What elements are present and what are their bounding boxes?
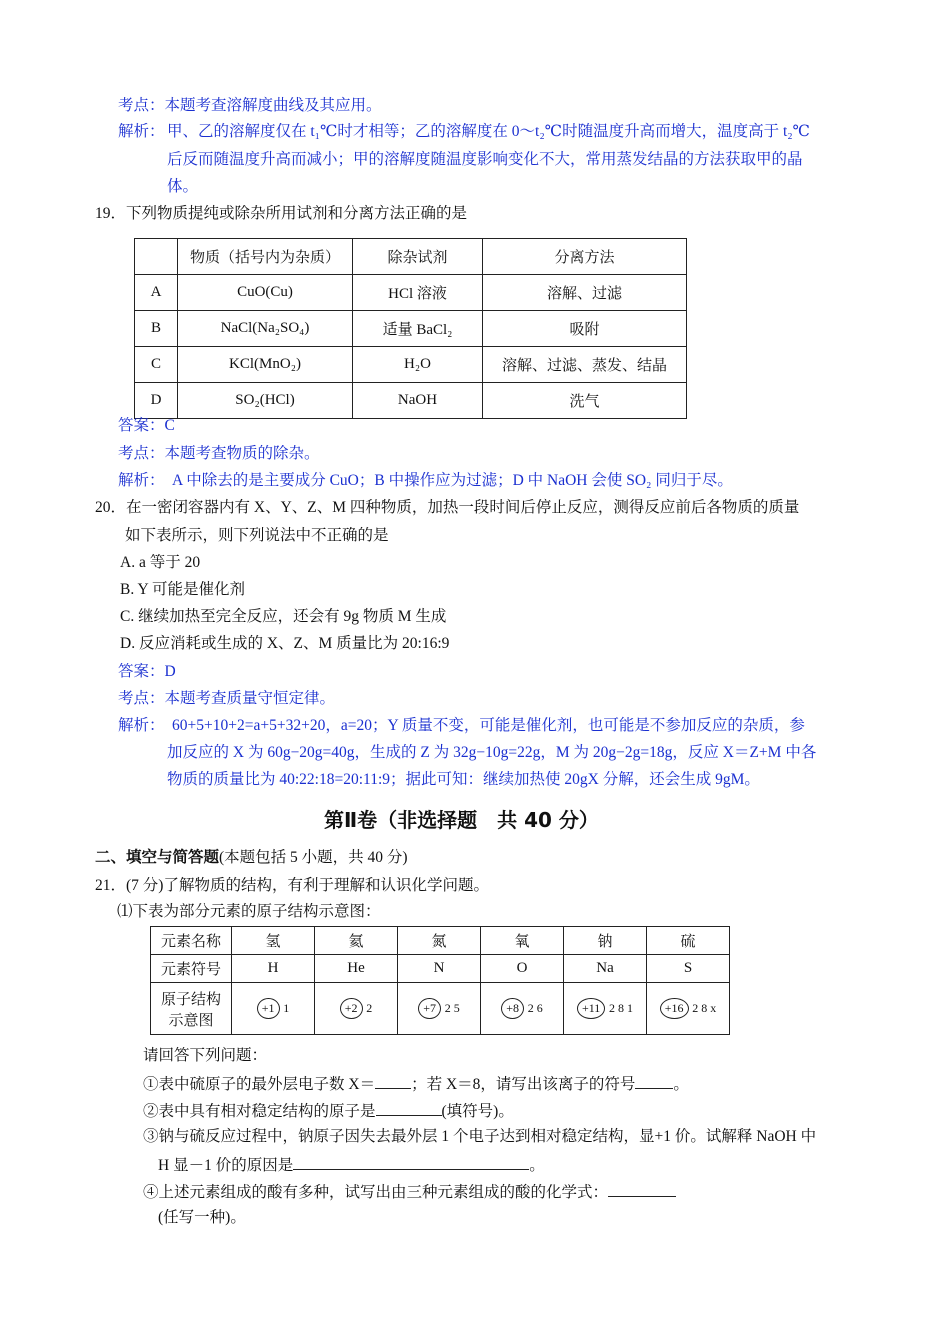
table-header-cell <box>135 239 178 275</box>
table-cell: A <box>135 275 178 311</box>
q19-jiexi-label: 解析： <box>118 472 165 489</box>
q20-option-a: A. a 等于 20 <box>120 554 201 571</box>
q21-question-4 <box>143 1181 676 1203</box>
table-cell: H₂O <box>353 347 483 383</box>
table-cell: CuO(Cu) <box>178 275 353 311</box>
nucleus-circle: +2 <box>340 998 363 1019</box>
table-cell: 吸附 <box>483 311 687 347</box>
element-symbol: Na <box>564 955 647 983</box>
q4-text: ④上述元素组成的酸有多种，试写出由三种元素组成的酸的化学式： <box>143 1184 609 1201</box>
q18-jiexi-2: 后反而随温度升高而减小；甲的溶解度随温度影响变化不大，常用蒸发结晶的方法获取甲的晶 <box>167 151 803 168</box>
electron-shells: 2 5 <box>444 1001 460 1015</box>
q19-stem: 19．下列物质提纯或除杂所用试剂和分离方法正确的是 <box>95 205 468 222</box>
table-row <box>135 347 687 383</box>
atom-diagram <box>481 983 564 1035</box>
q3-text-b: 。 <box>529 1157 545 1174</box>
table-row <box>151 983 730 1035</box>
q20-jiexi-label: 解析： <box>118 717 165 734</box>
q21-stem: 21．(7 分)了解物质的结构，有利于理解和认识化学问题。 <box>95 877 489 894</box>
q2-text-b: (填符号)。 <box>441 1103 514 1120</box>
element-name: 氮 <box>398 927 481 955</box>
electron-shells: 2 8 x <box>692 1001 717 1015</box>
answer-blank[interactable] <box>293 1154 529 1170</box>
table-header-cell: 分离方法 <box>483 239 687 275</box>
table-cell: 溶解、过滤 <box>483 275 687 311</box>
row-label: 元素名称 <box>151 927 232 955</box>
table-header-row <box>135 239 687 275</box>
q20-option-b: B. Y 可能是催化剂 <box>120 581 246 598</box>
q21-prompt: 请回答下列问题： <box>143 1047 268 1064</box>
nucleus-circle: +7 <box>418 998 441 1019</box>
table-row <box>135 311 687 347</box>
section-title: 第Ⅱ卷（非选择题 共 40 分） <box>324 808 599 832</box>
nucleus-circle: +8 <box>501 998 524 1019</box>
q20-jiexi-3: 物质的质量比为 40:22:18=20:11:9；据此可知：继续加热使 20gX 分解，还会生成 9gM。 <box>167 771 760 788</box>
part-note: (本题包括 5 小题，共 40 分) <box>219 849 408 866</box>
table-row <box>135 383 687 419</box>
q19-kaodian: 考点：本题考查物质的除杂。 <box>118 445 320 462</box>
q20-kaodian: 考点：本题考查质量守恒定律。 <box>118 690 336 707</box>
table-cell: 洗气 <box>483 383 687 419</box>
table-cell: C <box>135 347 178 383</box>
electron-shells: 2 8 1 <box>609 1001 634 1015</box>
q20-option-c: C. 继续加热至完全反应，还会有 9g 物质 M 生成 <box>120 608 447 625</box>
atom-structure-table <box>150 926 730 1035</box>
table-cell: KCl(MnO₂) <box>178 347 353 383</box>
q20-option-d: D. 反应消耗或生成的 X、Z、M 质量比为 20:16:9 <box>120 635 450 652</box>
atom-diagram <box>315 983 398 1035</box>
answer-blank[interactable] <box>635 1073 673 1089</box>
q20-jiexi-1: 60+5+10+2=a+5+32+20，a=20；Y 质量不变，可能是催化剂，也可能是不参加反应的杂质，参 <box>172 717 805 734</box>
table-cell: D <box>135 383 178 419</box>
q18-jiexi-1: 甲、乙的溶解度仅在 t₁℃时才相等；乙的溶解度在 0～t₂℃时随温度升高而增大，温度高于 t₂℃ <box>167 123 811 140</box>
nucleus-circle: +11 <box>577 998 605 1019</box>
element-symbol: O <box>481 955 564 983</box>
element-name: 氦 <box>315 927 398 955</box>
element-name: 氢 <box>232 927 315 955</box>
q20-stem-1: 20．在一密闭容器内有 X、Y、Z、M 四种物质，加热一段时间后停止反应，测得反应前后各物质的质量 <box>95 499 800 516</box>
q21-question-2 <box>143 1100 514 1122</box>
q18-kaodian: 考点：本题考查溶解度曲线及其应用。 <box>118 97 382 114</box>
q18-jiexi-label: 解析： <box>118 123 165 140</box>
row-label: 元素符号 <box>151 955 232 983</box>
table-cell: NaOH <box>353 383 483 419</box>
q3-text-a: H 显－1 价的原因是 <box>158 1157 294 1174</box>
q19-jiexi-1: A 中除去的是主要成分 CuO；B 中操作应为过滤；D 中 NaOH 会使 SO₂ 同归于尽。 <box>172 472 733 489</box>
table-cell: 溶解、过滤、蒸发、结晶 <box>483 347 687 383</box>
q21-question-4-cont: (任写一种)。 <box>158 1209 246 1226</box>
table-row <box>135 275 687 311</box>
q1-text-a: ①表中硫原子的最外层电子数 X＝ <box>143 1076 376 1093</box>
q21-question-1 <box>143 1073 689 1095</box>
electron-shells: 2 6 <box>527 1001 543 1015</box>
q2-text-a: ②表中具有相对稳定结构的原子是 <box>143 1103 376 1120</box>
q21-question-3-cont <box>158 1154 545 1176</box>
row-label-line: 原子结构 <box>160 991 221 1008</box>
atom-diagram <box>647 983 730 1035</box>
table-cell: NaCl(Na₂SO₄) <box>178 311 353 347</box>
element-name: 钠 <box>564 927 647 955</box>
q21-sub1: ⑴下表为部分元素的原子结构示意图： <box>117 903 381 920</box>
atom-diagram <box>232 983 315 1035</box>
table-cell: SO₂(HCl) <box>178 383 353 419</box>
q1-text-b: ；若 X＝8，请写出该离子的符号 <box>411 1076 636 1093</box>
q1-text-c: 。 <box>673 1076 689 1093</box>
electron-shells: 2 <box>366 1001 373 1015</box>
part-heading <box>95 848 408 868</box>
table-cell: HCl 溶液 <box>353 275 483 311</box>
answer-blank[interactable] <box>376 1100 442 1116</box>
atom-diagram <box>564 983 647 1035</box>
q21-question-3: ③钠与硫反应过程中，钠原子因失去最外层 1 个电子达到相对稳定结构，显+1 价。试解释 NaOH 中 <box>143 1128 817 1145</box>
q20-stem-2: 如下表所示，则下列说法中不正确的是 <box>125 527 389 544</box>
nucleus-circle: +16 <box>660 998 689 1019</box>
table-row <box>151 955 730 983</box>
electron-shells: 1 <box>283 1001 290 1015</box>
table-row <box>151 927 730 955</box>
atom-diagram <box>398 983 481 1035</box>
q20-answer: 答案：D <box>118 663 176 680</box>
q19-table <box>134 238 687 419</box>
element-symbol: He <box>315 955 398 983</box>
table-header-cell: 除杂试剂 <box>353 239 483 275</box>
element-symbol: H <box>232 955 315 983</box>
row-label <box>151 983 232 1035</box>
answer-blank[interactable] <box>375 1073 411 1089</box>
row-label-line: 示意图 <box>168 1012 214 1029</box>
part-label: 二、填空与简答题 <box>95 849 220 866</box>
q18-jiexi-3: 体。 <box>167 178 199 195</box>
answer-blank[interactable] <box>608 1181 676 1197</box>
element-symbol: N <box>398 955 481 983</box>
element-symbol: S <box>647 955 730 983</box>
element-name: 硫 <box>647 927 730 955</box>
q20-jiexi-2: 加反应的 X 为 60g−20g=40g，生成的 Z 为 32g−10g=22g，M 为 20g−2g=18g，反应 X＝Z+M 中各 <box>167 744 817 761</box>
table-cell: B <box>135 311 178 347</box>
element-name: 氧 <box>481 927 564 955</box>
q19-answer: 答案：C <box>118 417 175 434</box>
nucleus-circle: +1 <box>257 998 280 1019</box>
table-header-cell: 物质（括号内为杂质） <box>178 239 353 275</box>
table-cell: 适量 BaCl₂ <box>353 311 483 347</box>
